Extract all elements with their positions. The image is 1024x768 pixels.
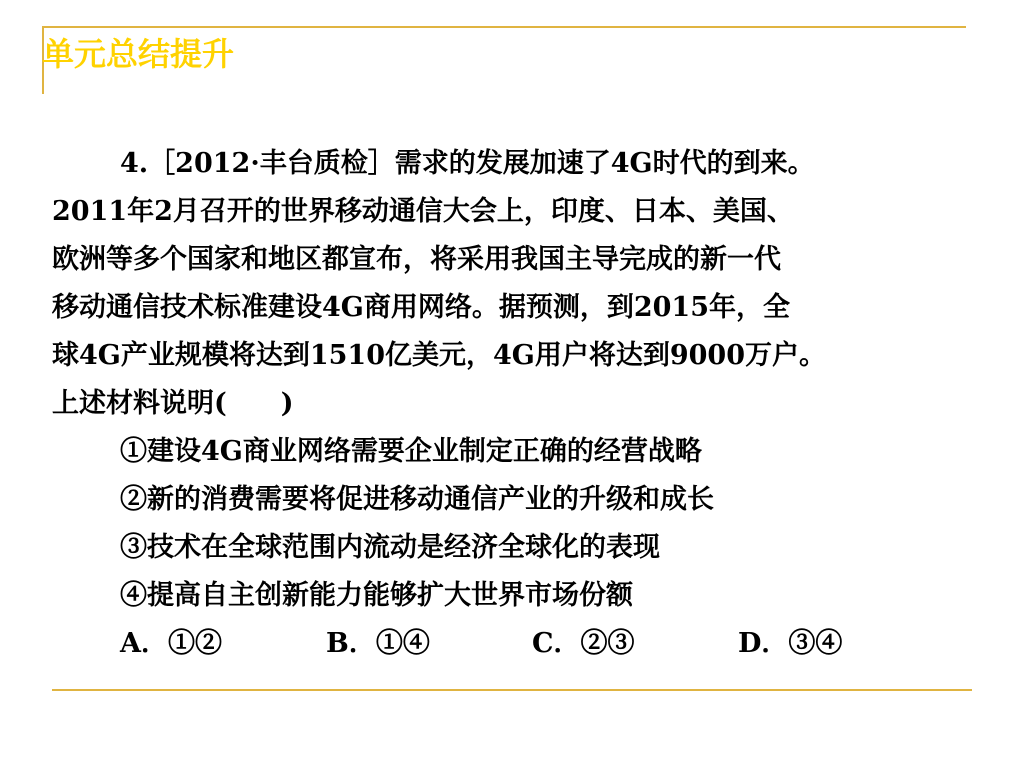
question-line: 2011年2月召开的世界移动通信大会上，印度、日本、美国、 bbox=[52, 196, 794, 227]
question-line: 球4G产业规模将达到1510亿美元，4G用户将达到9000万户。 bbox=[52, 340, 826, 371]
question-line: 移动通信技术标准建设4G商用网络。据预测，到2015年，全 bbox=[52, 292, 790, 323]
bottom-rule bbox=[52, 689, 972, 691]
statement-2: ②新的消费需要将促进移动通信产业的升级和成长 bbox=[120, 484, 714, 515]
statement-1: ①建设4G商业网络需要企业制定正确的经营战略 bbox=[120, 436, 702, 467]
answer-option-b[interactable]: B．①④ bbox=[326, 628, 430, 659]
statement-4: ④提高自主创新能力能够扩大世界市场份额 bbox=[120, 580, 633, 611]
question-body bbox=[52, 140, 972, 668]
slide-title: 单元总结提升 bbox=[42, 35, 235, 73]
answer-option-a[interactable]: A．①② bbox=[120, 628, 222, 659]
statement-3: ③技术在全球范围内流动是经济全球化的表现 bbox=[120, 532, 660, 563]
question-line: 4.［2012·丰台质检］需求的发展加速了4G时代的到来。 bbox=[120, 148, 815, 179]
question-line: 欧洲等多个国家和地区都宣布，将采用我国主导完成的新一代 bbox=[52, 244, 781, 275]
question-line: 上述材料说明( ) bbox=[52, 388, 294, 419]
answer-option-d[interactable]: D．③④ bbox=[738, 628, 843, 659]
answer-option-c[interactable]: C．②③ bbox=[532, 628, 635, 659]
top-rule bbox=[42, 26, 966, 28]
answer-options bbox=[52, 620, 972, 668]
